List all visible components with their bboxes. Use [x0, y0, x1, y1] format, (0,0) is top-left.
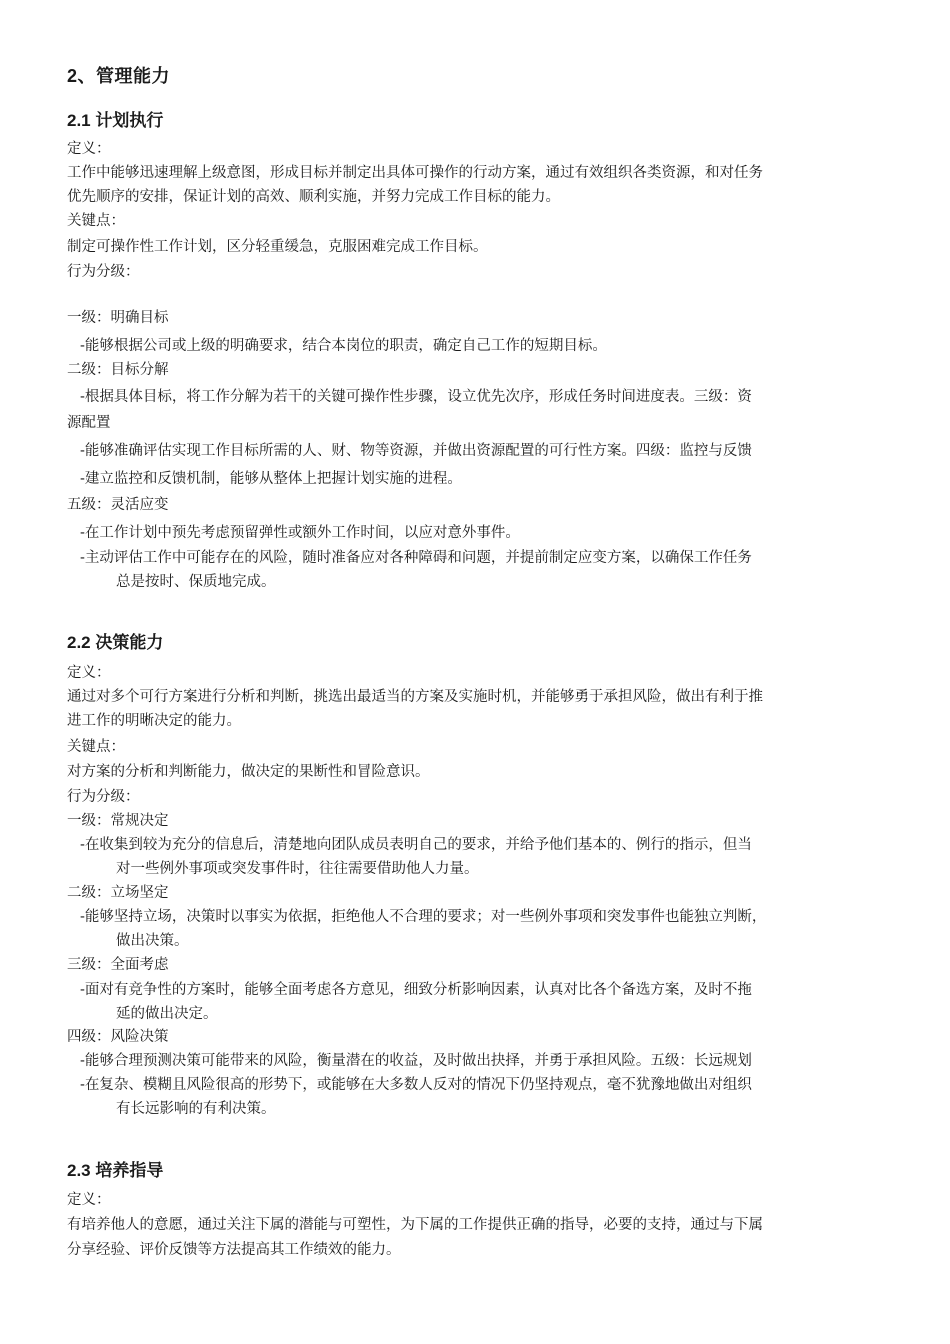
level-description: -在复杂、模糊且风险很高的形势下，或能够在大多数人反对的情况下仍坚持观点，毫不犹豫地做出对组织 [80, 1077, 752, 1093]
levels-label: 行为分级： [67, 789, 140, 805]
definition-label: 定义： [67, 1192, 111, 1208]
definition-text: 优先顺序的安排，保证计划的高效、顺利实施，并努力完成工作目标的能力。 [67, 189, 560, 205]
level-description: 有长远影响的有利决策。 [116, 1101, 276, 1117]
level-description: -能够合理预测决策可能带来的风险，衡量潜在的收益，及时做出抉择，并勇于承担风险。五级：长远规划 [80, 1053, 752, 1069]
definition-label: 定义： [67, 665, 111, 681]
level-description: -建立监控和反馈机制，能够从整体上把握计划实施的进程。 [80, 471, 462, 487]
definition-text: 通过对多个可行方案进行分析和判断，挑选出最适当的方案及实施时机，并能够勇于承担风险，做出有利于推 [67, 689, 763, 705]
level-description: 总是按时、保质地完成。 [116, 574, 276, 590]
levels-label: 行为分级： [67, 264, 140, 280]
definition-text: 工作中能够迅速理解上级意图，形成目标并制定出具体可操作的行动方案，通过有效组织各类资源，和对任务 [67, 165, 763, 181]
level-description: -主动评估工作中可能存在的风险，随时准备应对各种障碍和问题，并提前制定应变方案，以确保工作任务 [80, 550, 752, 566]
level-description: -在收集到较为充分的信息后，清楚地向团队成员表明自己的要求，并给予他们基本的、例行的指示，但当 [80, 837, 752, 853]
definition-text: 有培养他人的意愿，通过关注下属的潜能与可塑性，为下属的工作提供正确的指导，必要的支持，通过与下属 [67, 1217, 763, 1233]
subsection-title-decision-making: 2.2 决策能力 [67, 633, 164, 652]
definition-text: 进工作的明晰决定的能力。 [67, 713, 241, 729]
level-title: 四级：风险决策 [67, 1029, 169, 1045]
level-description: 做出决策。 [116, 933, 189, 949]
level-description: 延的做出决定。 [116, 1006, 218, 1022]
level-description: 源配置 [67, 415, 111, 431]
key-points-text: 对方案的分析和判断能力，做决定的果断性和冒险意识。 [67, 764, 430, 780]
key-points-text: 制定可操作性工作计划，区分轻重缓急，克服困难完成工作目标。 [67, 239, 488, 255]
definition-text: 分享经验、评价反馈等方法提高其工作绩效的能力。 [67, 1242, 401, 1258]
level-title: 二级：立场坚定 [67, 885, 169, 901]
level-description: -在工作计划中预先考虑预留弹性或额外工作时间，以应对意外事件。 [80, 525, 520, 541]
level-description: -面对有竞争性的方案时，能够全面考虑各方意见，细致分析影响因素，认真对比各个备选方案，及时不拖 [80, 982, 752, 998]
level-title: 二级：目标分解 [67, 362, 169, 378]
level-description: -能够坚持立场，决策时以事实为依据，拒绝他人不合理的要求；对一些例外事项和突发事件也能独立判断， [80, 909, 767, 925]
key-points-label: 关键点： [67, 739, 125, 755]
section-heading: 2、管理能力 [67, 66, 171, 86]
subsection-title-coaching: 2.3 培养指导 [67, 1161, 164, 1180]
level-description: -能够根据公司或上级的明确要求，结合本岗位的职责，确定自己工作的短期目标。 [80, 338, 607, 354]
level-description: -能够准确评估实现工作目标所需的人、财、物等资源，并做出资源配置的可行性方案。四级：监控与反馈 [80, 443, 752, 459]
level-description: 对一些例外事项或突发事件时，往往需要借助他人力量。 [116, 861, 479, 877]
definition-label: 定义： [67, 141, 111, 157]
level-description: -根据具体目标，将工作分解为若干的关键可操作性步骤，设立优先次序，形成任务时间进度表。三级：资 [80, 389, 752, 405]
level-title: 五级：灵活应变 [67, 497, 169, 513]
level-title: 一级：常规决定 [67, 813, 169, 829]
level-title: 三级：全面考虑 [67, 957, 169, 973]
key-points-label: 关键点： [67, 213, 125, 229]
level-title: 一级：明确目标 [67, 310, 169, 326]
subsection-title-plan-execution: 2.1 计划执行 [67, 111, 164, 130]
